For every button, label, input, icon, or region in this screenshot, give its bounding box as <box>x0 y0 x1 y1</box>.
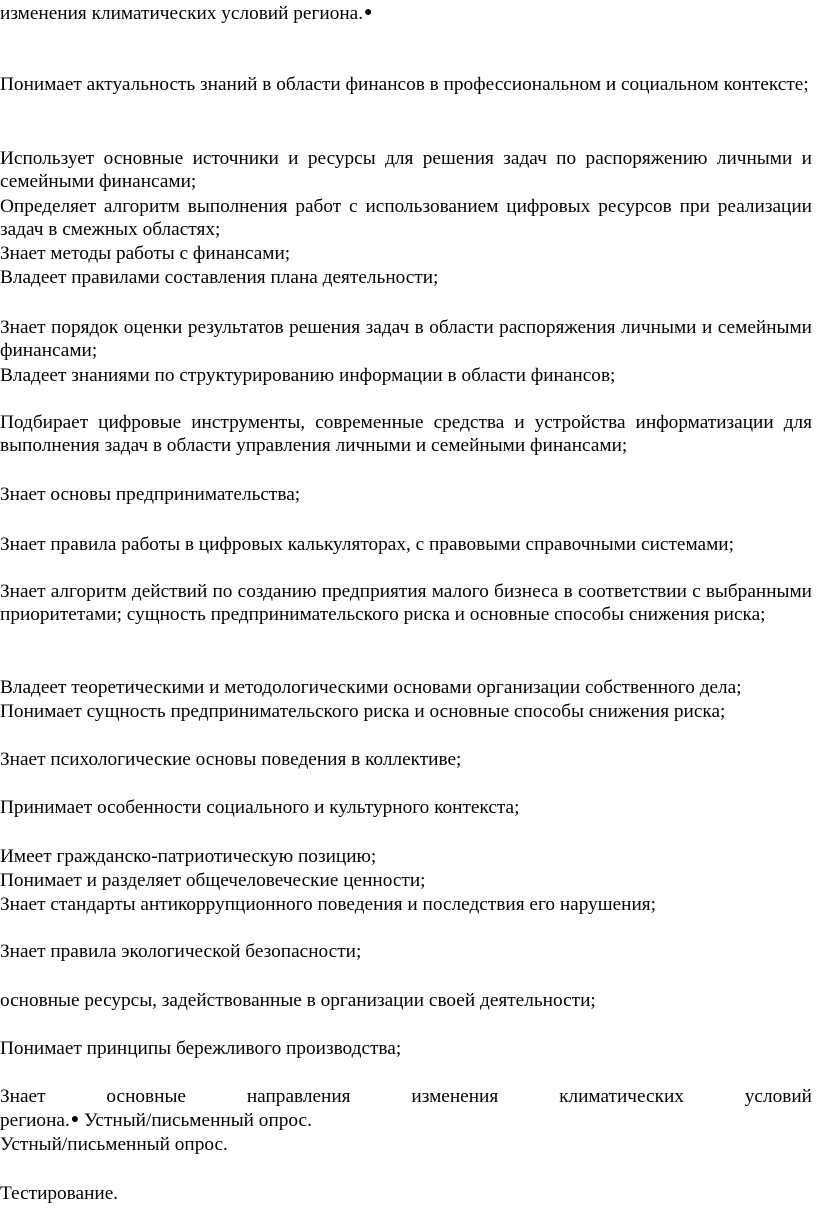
paragraph-text: изменения климатических условий региона. <box>0 3 364 24</box>
bullet-icon: ● <box>364 5 373 20</box>
survey-text: Устный/письменный опрос. <box>79 1110 312 1131</box>
paragraph-survey: Устный/письменный опрос. <box>0 1134 228 1155</box>
paragraph-psychology: Знает психологические основы поведения в коллективе; <box>0 749 462 770</box>
paragraph-anticorruption: Знает стандарты антикоррупционного поведения и последствия его нарушения; <box>0 894 657 915</box>
paragraph-resources: основные ресурсы, задействованные в организации своей деятельности; <box>0 990 596 1011</box>
paragraph-climate-directions: Знает основные направления изменения климатических условий <box>0 1086 812 1107</box>
paragraph-small-business: Знает алгоритм действий по созданию предприятия малого бизнеса в соответствии с выбранными приоритетами; сущность предпринимательского риска и основные способы снижения риска; <box>0 581 812 625</box>
paragraph-social-context: Принимает особенности социального и культурного контекста; <box>0 797 520 818</box>
paragraph-plan-rules: Владеет правилами составления плана деятельности; <box>0 267 439 288</box>
paragraph-algorithm: Определяет алгоритм выполнения работ с использованием цифровых ресурсов при реализации задач в смежных областях; <box>0 196 812 240</box>
paragraph-entrepreneurship: Знает основы предпринимательства; <box>0 484 301 505</box>
paragraph-ecology: Знает правила экологической безопасности; <box>0 941 362 962</box>
paragraph-region-survey <box>0 1109 812 1134</box>
paragraph-structuring: Владеет знаниями по структурированию информации в области финансов; <box>0 365 616 386</box>
paragraph-calculators: Знает правила работы в цифровых калькуляторах, с правовыми справочными системами; <box>0 534 734 555</box>
paragraph-lean-production: Понимает принципы бережливого производства; <box>0 1038 402 1059</box>
paragraph-civic-position: Имеет гражданско-патриотическую позицию; <box>0 846 377 867</box>
bullet-icon: ● <box>70 1112 80 1127</box>
paragraph-climate-heading <box>0 2 812 27</box>
paragraph-finance-methods: Знает методы работы с финансами; <box>0 243 291 264</box>
paragraph-evaluation: Знает порядок оценки результатов решения задач в области распоряжения личными и семейными финансами; <box>0 317 812 361</box>
paragraph-values: Понимает и разделяет общечеловеческие ценности; <box>0 870 426 891</box>
paragraph-risk: Понимает сущность предпринимательского риска и основные способы снижения риска; <box>0 701 726 722</box>
paragraph-own-business: Владеет теоретическими и методологическими основами организации собственного дела; <box>0 677 742 698</box>
paragraph-testing: Тестирование. <box>0 1183 119 1204</box>
paragraph-sources-resources: Использует основные источники и ресурсы для решения задач по распоряжению личными и семейными финансами; <box>0 148 812 192</box>
paragraph-text: региона. <box>0 1110 70 1131</box>
paragraph-digital-tools: Подбирает цифровые инструменты, современные средства и устройства информатизации для выполнения задач в области управления личными и семейными финансами; <box>0 412 812 456</box>
paragraph-finance-knowledge: Понимает актуальность знаний в области финансов в профессиональном и социальном контексте; <box>0 74 809 95</box>
